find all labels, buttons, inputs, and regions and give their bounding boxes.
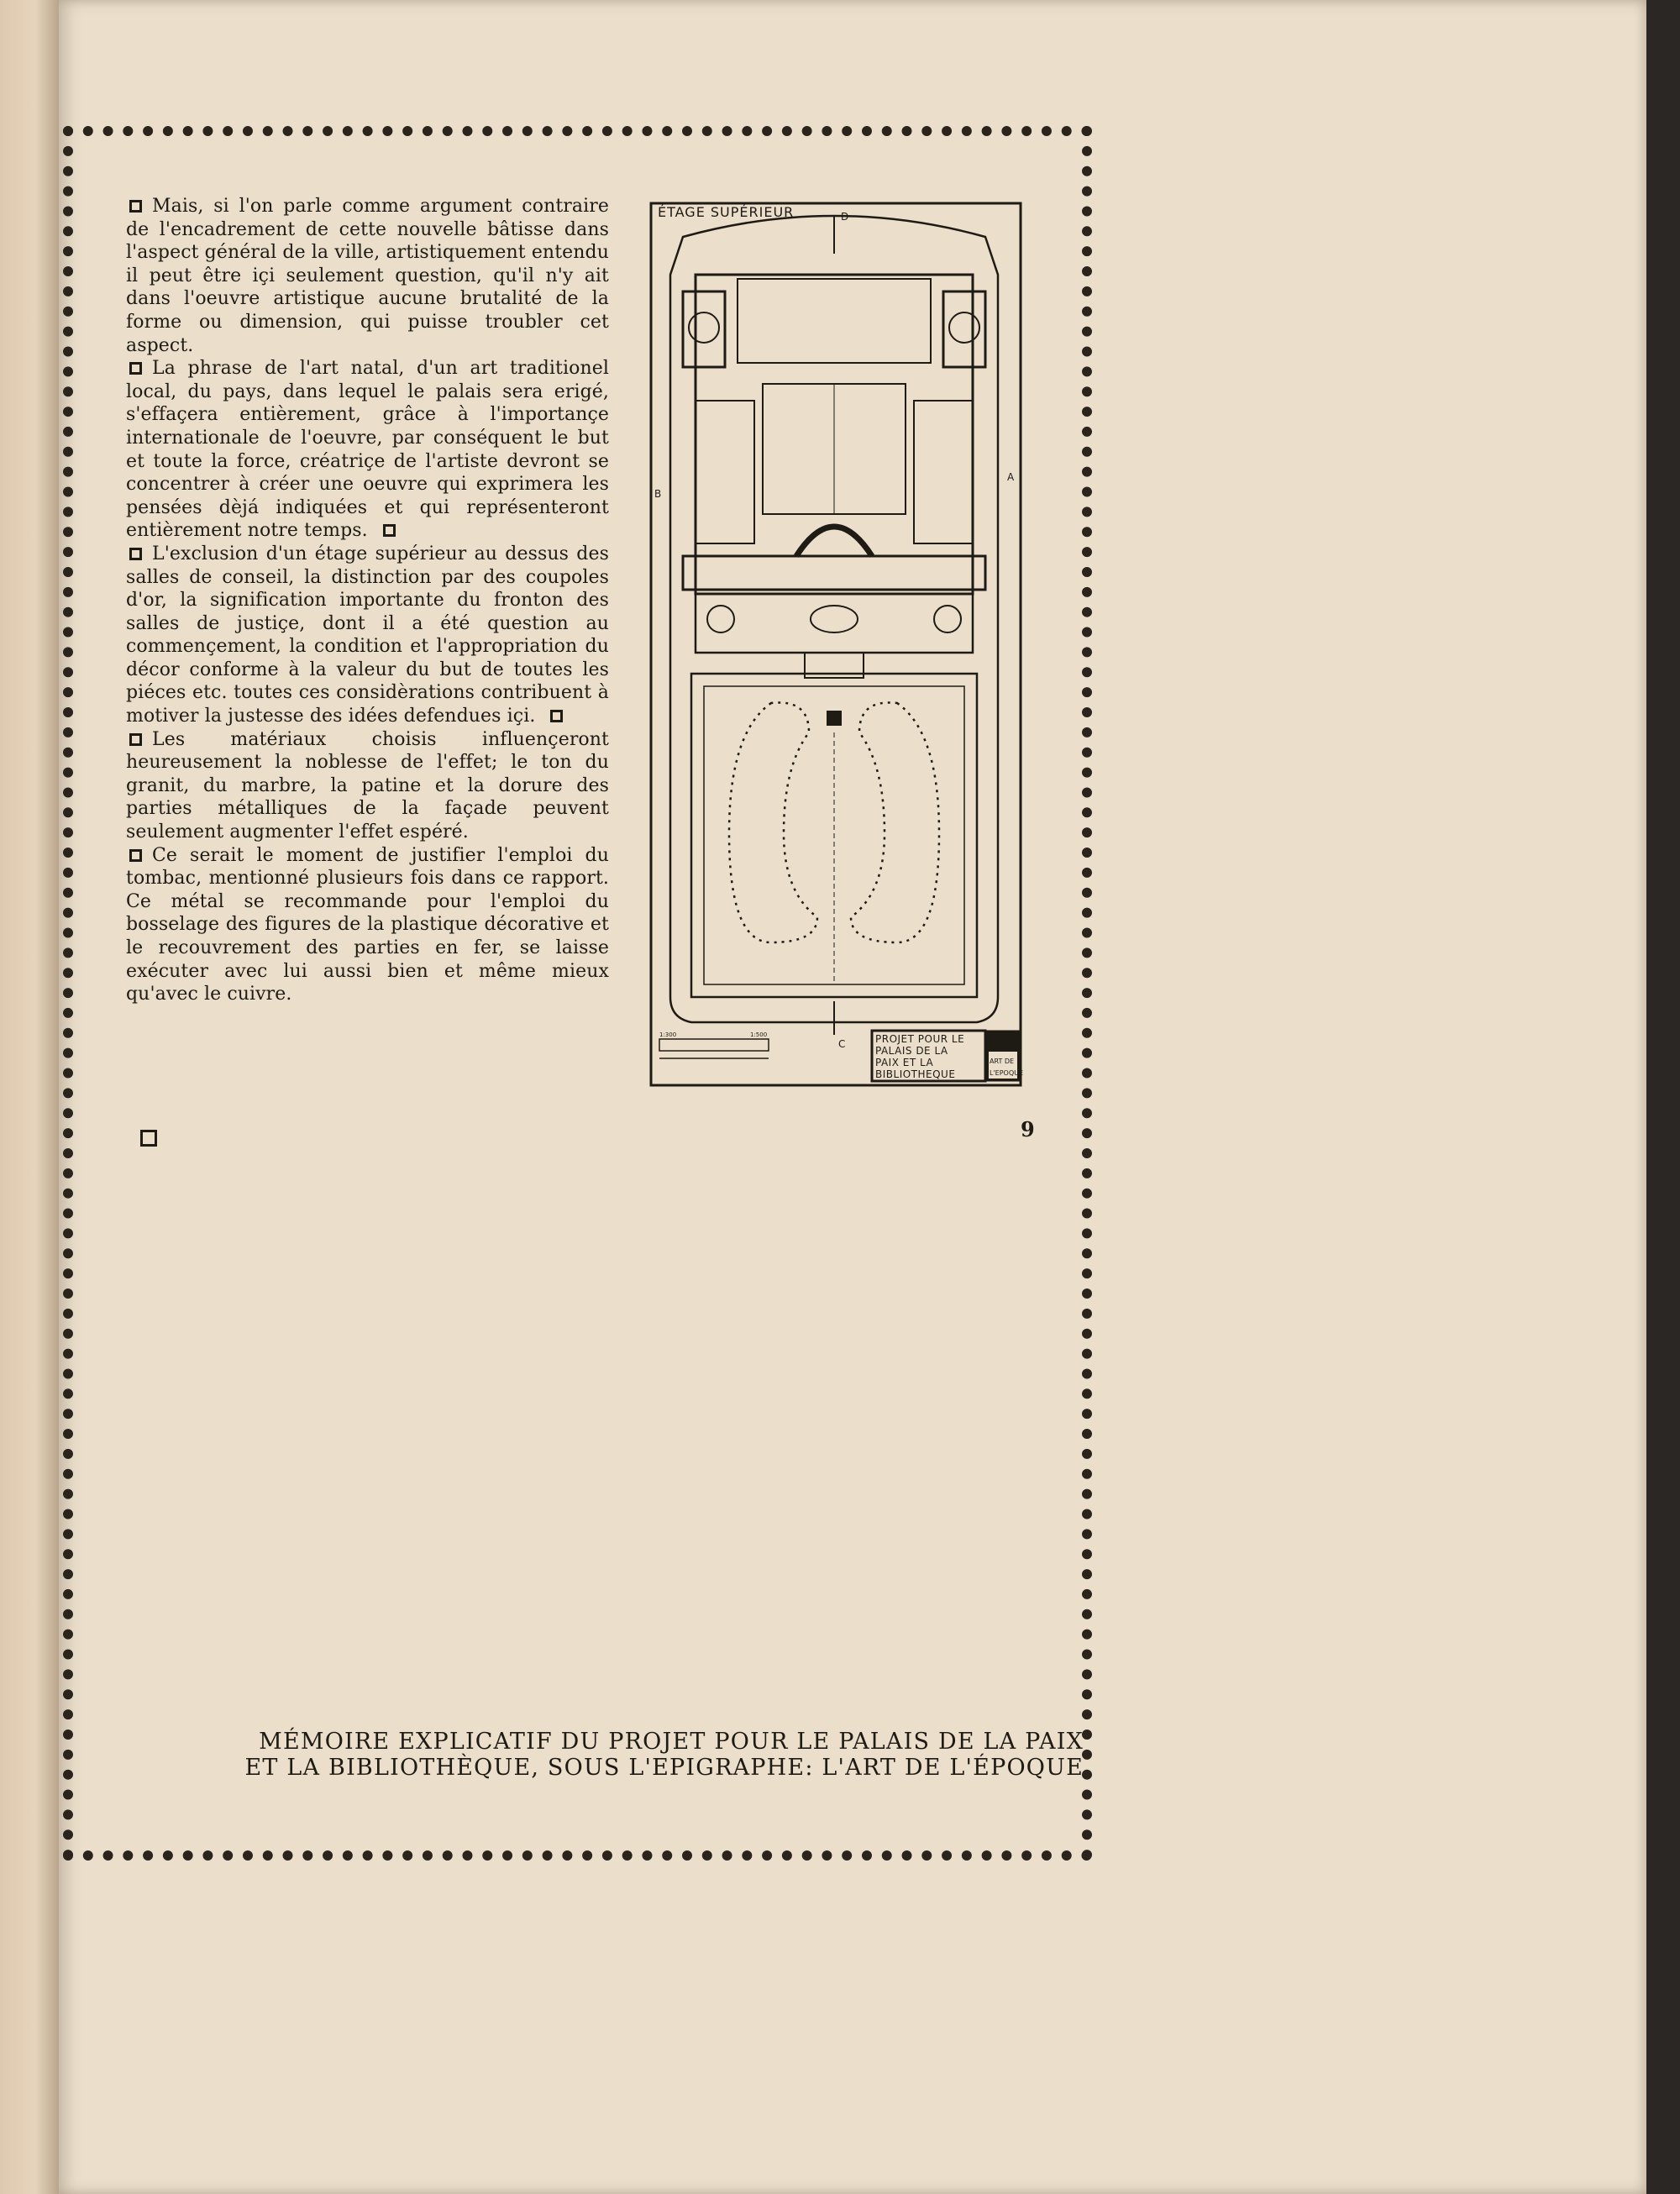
cartouche-line-3: PAIX ET LA <box>875 1057 934 1068</box>
scale-label-left: 1:300 <box>659 1031 677 1038</box>
paragraph-4: Les matériaux choisis influençeront heureusement la noblesse de l'effet; le ton du granit, du marbre, la patine et la dorure des parties métalliques de la façade peuvent seulement augmenter l'effet espéré. <box>126 728 609 843</box>
page-number: 9 <box>1021 1117 1035 1142</box>
square-end-mark-icon <box>550 710 563 722</box>
paragraph-2: La phrase de l'art natal, d'un art traditionel local, du pays, dans lequel le palais sera erigé, s'effaçera entièrement, grâce à l'importançe internationale de l'oeuvre, par conséquent le but et toute la force, créatriçe de l'artiste devront se concentrer à créer une oeuvre qui exprimera les pensées dèjá indiquées et qui représenteront entièrement notre temps. <box>126 358 609 542</box>
plan-label-right: A <box>1007 471 1015 483</box>
plan-label-bottom: C <box>838 1038 846 1050</box>
motto-line-1: ART DE <box>990 1058 1015 1065</box>
floor-plan-figure <box>591 195 1027 1094</box>
paragraph-5: Ce serait le moment de justifier l'emploi du tombac, mentionné plusieurs fois dans ce rapport. Ce métal se recommande pour l'emploi du bosselage des figures de la plastique décorative et le recouvrement des parties en fer, se laisse exécuter avec lui aussi bien et même mieux qu'avec le cuivre. <box>126 844 609 1005</box>
document-title-line-2: ET LA BIBLIOTHÈQUE, SOUS L'EPIGRAPHE: L'ART DE L'ÉPOQUE <box>244 1755 1084 1781</box>
left-page-edge <box>0 0 59 2194</box>
motto-line-2: L'EPOQUE <box>990 1069 1024 1077</box>
paragraph-3: L'exclusion d'un étage supérieur au dessus des salles de conseil, la distinction par des coupoles d'or, la signification importante du fronton des salles de justiçe, dont il a été question au commençement, la condition et l'appropriation du décor conforme à la valeur du but de toutes les piéces etc. toutes ces considèrations contribuent à motiver la justesse des idées defendues içi. <box>126 543 609 727</box>
cartouche-line-1: PROJET POUR LE <box>875 1033 965 1045</box>
cartouche-line-2: PALAIS DE LA <box>875 1045 948 1057</box>
square-bullet-icon <box>129 362 142 375</box>
body-text-column <box>126 195 609 1006</box>
paragraph-1: Mais, si l'on parle comme argument contraire de l'encadrement de cette nouvelle bâtisse dans l'aspect général de la ville, artistiquement entendu il peut être içi seulement question, qu'il n'y ait dans l'oeuvre artistique aucune brutalité de la forme ou dimension, qui puisse troubler cet aspect. <box>126 196 609 356</box>
document-title-line-1: MÉMOIRE EXPLICATIF DU PROJET POUR LE PALAIS DE LA PAIX <box>259 1729 1084 1755</box>
square-end-mark-icon <box>383 524 396 537</box>
scale-label-right: 1:500 <box>750 1031 768 1038</box>
square-ornament-icon <box>140 1130 157 1147</box>
square-bullet-icon <box>129 200 142 213</box>
square-bullet-icon <box>129 548 142 560</box>
floor-plan-drawing <box>591 195 1027 1094</box>
square-bullet-icon <box>129 733 142 746</box>
document-title <box>143 1729 1084 1781</box>
plan-label-left: B <box>654 488 662 500</box>
plan-heading: ÉTAGE SUPÉRIEUR <box>658 204 795 220</box>
square-bullet-icon <box>129 849 142 862</box>
plan-label-top: D <box>841 211 849 223</box>
cartouche-line-4: BIBLIOTHEQUE <box>875 1068 956 1080</box>
